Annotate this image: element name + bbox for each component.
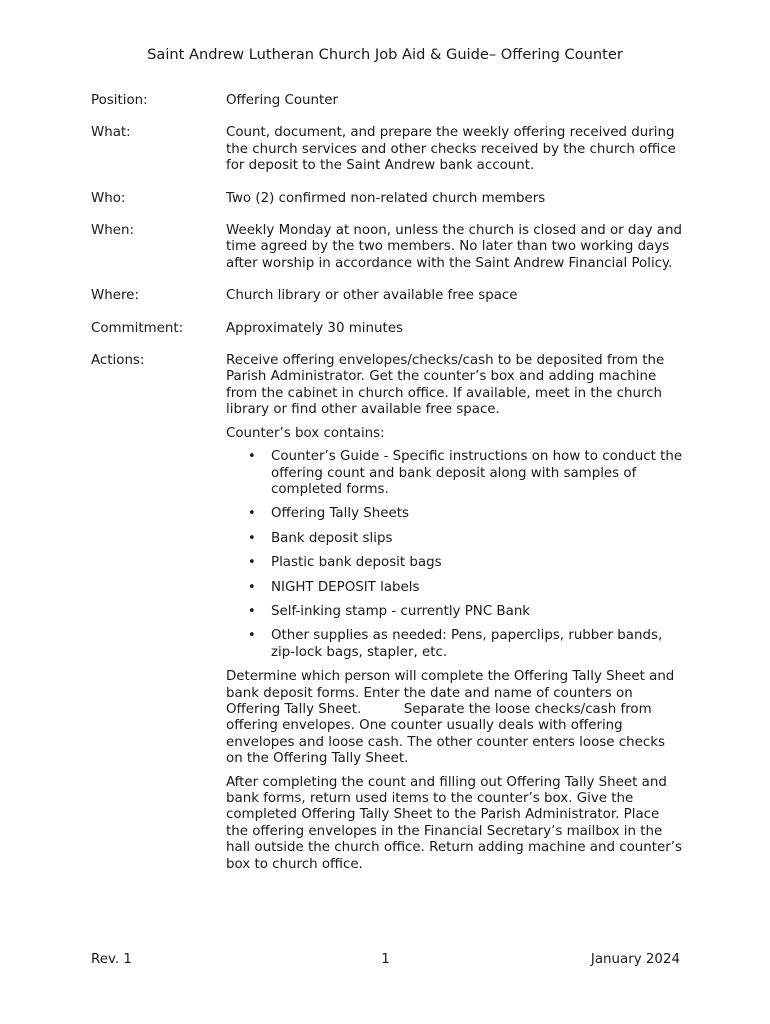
bullet-icon: • (248, 555, 256, 571)
commitment-value: Approximately 30 minutes (226, 320, 403, 336)
bullet-icon: • (248, 530, 256, 546)
counters-box-heading: Counter’s box contains: (226, 425, 385, 441)
bullet-icon: • (248, 506, 256, 522)
list-item: • Self-inking stamp - currently PNC Bank (248, 603, 531, 619)
list-item: • Plastic bank deposit bags (248, 555, 442, 571)
row-position (91, 93, 683, 109)
bullet-icon: • (248, 579, 256, 595)
position-label: Position: (91, 93, 148, 108)
row-what (91, 125, 683, 174)
row-actions (91, 353, 683, 873)
what-value: Count, document, and prepare the weekly offering received during the church services and other checks received by the church office for deposit to the Saint Andrew bank account. (226, 125, 676, 174)
row-commitment (91, 321, 683, 337)
bullet-icon: • (248, 603, 256, 619)
commitment-label: Commitment: (91, 320, 184, 336)
bullet-icon: • (248, 628, 256, 644)
where-label: Where: (91, 288, 139, 304)
job-aid-table (91, 93, 683, 889)
footer-date: January 2024 (590, 952, 680, 967)
footer-revision: Rev. 1 (91, 952, 132, 967)
list-item: • Counter’s Guide - Specific instructions on how to conduct the offering count and bank deposit along with samples of completed forms. (248, 449, 683, 497)
row-who (91, 191, 683, 207)
actions-intro: Receive offering envelopes/checks/cash to be deposited from the Parish Administrator. Get the counter’s box and adding machine from the cabinet in church office. If available, meet in the church library or find other available free space. (226, 353, 665, 418)
actions-label: Actions: (91, 353, 145, 369)
what-label: What: (91, 125, 131, 141)
list-item: • Other supplies as needed: Pens, paperclips, rubber bands, zip-lock bags, stapler, etc. (248, 628, 663, 660)
actions-paragraph-3: After completing the count and filling out Offering Tally Sheet and bank forms, return used items to the counter’s box. Give the completed Offering Tally Sheet to the Parish Administrator. Place the offering envelopes in the Financial Secretary’s mailbox in the hall outside the church office. Return adding machine and counter’s box to church office. (226, 774, 683, 872)
footer-page-number: 1 (381, 952, 390, 967)
bullet-icon: • (248, 449, 256, 465)
when-value: Weekly Monday at noon, unless the church is closed and or day and time agreed by the two members. No later than two working days after worship in accordance with the Saint Andrew Financial Policy. (226, 223, 682, 271)
actions-value (226, 353, 683, 873)
where-value: Church library or other available free space (226, 288, 518, 304)
who-value: Two (2) confirmed non-related church members (226, 190, 546, 206)
page-footer (91, 952, 680, 967)
document-title: Saint Andrew Lutheran Church Job Aid & Guide– Offering Counter (147, 46, 623, 63)
who-label: Who: (91, 190, 126, 206)
when-label: When: (91, 223, 134, 239)
list-item: • Offering Tally Sheets (248, 506, 409, 522)
actions-paragraph-2: Determine which person will complete the Offering Tally Sheet and bank deposit forms. Enter the date and name of counters on Offering Tally Sheet. Separate the loose checks/cash from offering envelopes. One counter usually deals with offering envelopes and loose cash. The other counter enters loose checks on the Offering Tally Sheet. (226, 669, 679, 767)
row-when (91, 223, 683, 272)
counters-box-list (226, 449, 683, 661)
list-item: • Bank deposit slips (248, 530, 393, 546)
list-item: • NIGHT DEPOSIT labels (248, 579, 420, 595)
position-value: Offering Counter (226, 93, 338, 108)
row-where (91, 288, 683, 304)
